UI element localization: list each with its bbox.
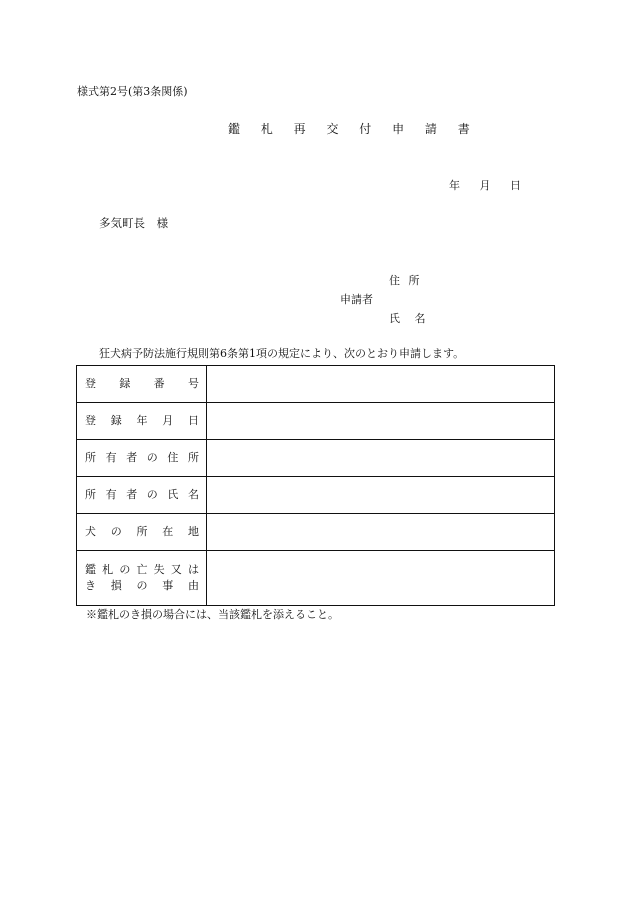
label-char: の <box>146 488 158 501</box>
row-label-owner-address <box>77 440 207 477</box>
label-char: 所 <box>136 525 148 538</box>
label-char: 犬 <box>85 525 96 538</box>
label-char: の <box>119 563 131 576</box>
label-char: 所 <box>85 488 96 501</box>
date-day-label: 日 <box>510 179 521 192</box>
table-row <box>77 514 555 551</box>
applicant-address-label: 住 所 <box>389 274 420 287</box>
label-char: 有 <box>105 451 117 464</box>
row-label-dog-location <box>77 514 207 551</box>
table-row <box>77 366 555 403</box>
date-year-label: 年 <box>449 179 460 192</box>
row-label-owner-name <box>77 477 207 514</box>
label-char: 由 <box>188 579 199 592</box>
label-char: 月 <box>162 414 174 427</box>
registration-date-field[interactable] <box>207 403 555 440</box>
application-statement: 狂犬病予防法施行規則第6条第1項の規定により、次のとおり申請します。 <box>99 347 465 360</box>
registration-number-field[interactable] <box>207 366 555 403</box>
label-char: 名 <box>187 488 199 501</box>
label-char: 者 <box>126 488 138 501</box>
label-char: 有 <box>105 488 117 501</box>
row-label-loss-reason <box>77 551 207 606</box>
label-char: 札 <box>102 563 114 576</box>
label-char: 住 <box>167 451 179 464</box>
table-row <box>77 551 555 606</box>
label-char: 氏 <box>167 488 179 501</box>
label-line <box>85 450 199 466</box>
label-line <box>85 376 199 392</box>
addressee-name: 多気町長 <box>99 216 145 230</box>
label-char: 地 <box>188 525 199 538</box>
applicant-name-label: 氏 名 <box>389 312 426 325</box>
attachment-note: ※鑑札のき損の場合には、当該鑑札を添えること。 <box>86 608 339 621</box>
table-row <box>77 477 555 514</box>
label-char: の <box>136 579 148 592</box>
date-line <box>449 180 521 191</box>
owner-name-field[interactable] <box>207 477 555 514</box>
document-title: 鑑 札 再 交 付 申 請 書 <box>228 122 479 136</box>
label-char: 番 <box>153 377 165 390</box>
label-char: 者 <box>126 451 138 464</box>
label-char: 年 <box>136 414 148 427</box>
application-table <box>76 365 555 606</box>
label-char: 所 <box>187 451 199 464</box>
label-char: 事 <box>162 579 174 592</box>
label-char: 日 <box>188 414 199 427</box>
addressee-honorific: 様 <box>156 216 169 230</box>
label-char: 亡 <box>136 563 148 576</box>
addressee <box>99 218 168 230</box>
label-line <box>85 562 199 578</box>
applicant-label: 申請者 <box>340 293 373 306</box>
label-char: き <box>85 579 96 592</box>
form-number: 様式第2号(第3条関係) <box>77 85 188 98</box>
label-char: 所 <box>85 451 96 464</box>
date-month-label: 月 <box>479 179 491 192</box>
owner-address-field[interactable] <box>207 440 555 477</box>
label-char: 失 <box>153 563 165 576</box>
label-char: 鑑 <box>85 563 96 576</box>
table-row <box>77 440 555 477</box>
label-char: 録 <box>110 414 122 427</box>
label-line <box>85 487 199 503</box>
dog-location-field[interactable] <box>207 514 555 551</box>
label-char: の <box>146 451 158 464</box>
label-char: 損 <box>110 579 122 592</box>
label-char: 号 <box>187 377 199 390</box>
label-line <box>85 524 199 540</box>
table-row <box>77 403 555 440</box>
label-char: 登 <box>85 414 96 427</box>
label-char: は <box>187 563 199 576</box>
label-char: 又 <box>170 563 182 576</box>
label-line <box>85 413 199 429</box>
row-label-registration-date <box>77 403 207 440</box>
label-char: 登 <box>85 377 96 390</box>
label-char: 録 <box>119 377 131 390</box>
label-char: 在 <box>162 525 174 538</box>
label-line <box>85 578 199 594</box>
label-char: の <box>110 525 122 538</box>
row-label-registration-number <box>77 366 207 403</box>
loss-reason-field[interactable] <box>207 551 555 606</box>
